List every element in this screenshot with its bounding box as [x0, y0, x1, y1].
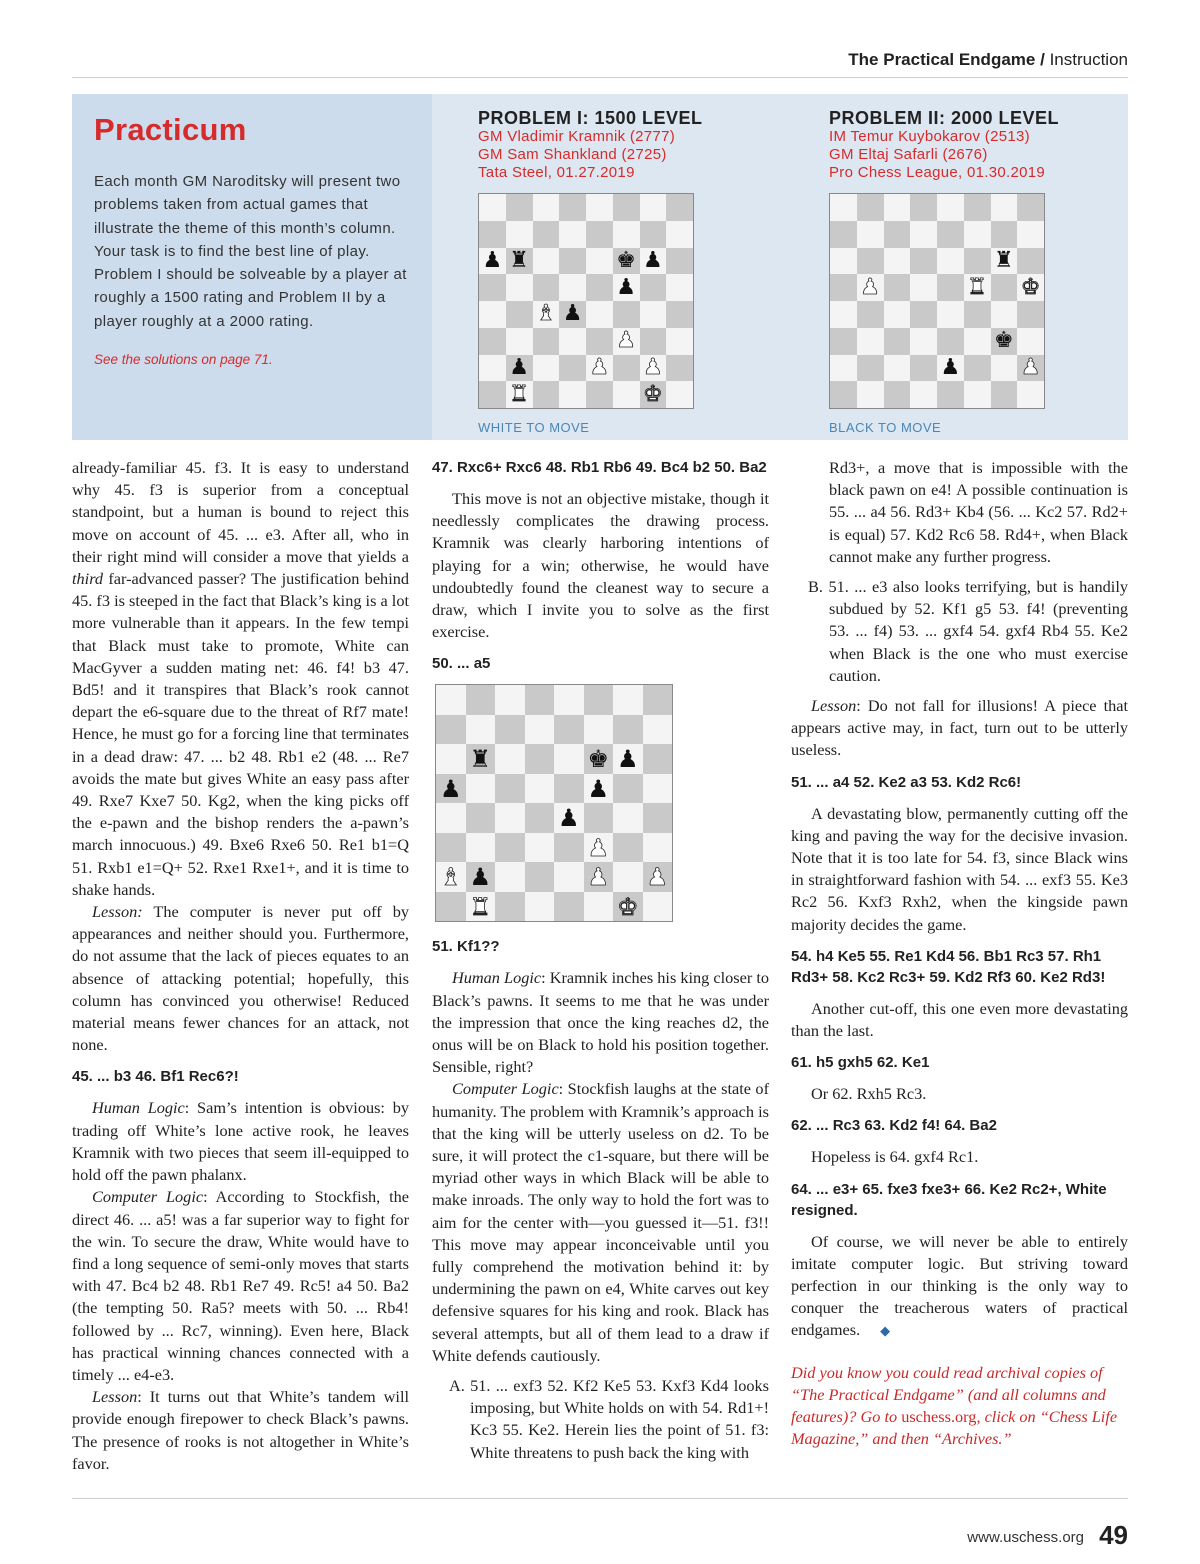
paragraph: already-familiar 45. f3. It is easy to understand why 45. f3 is superior from a conceptual standpoint, but a human is bound to reject this move on account of 45. ... e3. After all, who in their right mind will consider a move that yields a third far-advanced passer? The justification behind 45. f3 is steeped in the fact that Black’s king is a lot more vulnerable than it appears. In the few tempi that Black must take to promote, White can MacGyver a sudden mating net: 46. f4! b3 47. Bd5! and it transpires that Black’s rook cannot depart the e6-square due to the threat of Rf7 mate! Hence, he must go for a forcing line that terminates in a dead draw: 47. ... b2 48. Rb1 e2 (48. ... Re7 avoids the mate but gives White an easy pass after 49. Rxe7 Kxe7 50. Kg2, when the king picks off the e-pawn and the bishop renders the a-pawn’s march innocuous.) 49. Bxe6 Rxe6 50. Re1 b1=Q 51. Rxb1 e1=Q+ 52. Rxe1 Rxe1+, and it is time to shake hands. [72, 458, 409, 899]
board-square [613, 685, 643, 715]
board-square [466, 833, 496, 863]
board-square [495, 685, 525, 715]
variation-a: A. 51. ... exf3 52. Kf2 Ke5 53. Kxf3 Kd4 looks imposing, but White holds on with 54. Rd1+! Kc3 55. Ke2. Herein lies the point of 51. f3: White threatens to push back the king with [449, 1376, 769, 1462]
board-square [857, 221, 884, 248]
board-square [584, 892, 614, 922]
board-square [666, 355, 693, 382]
board-square [910, 274, 937, 301]
board-square [586, 274, 613, 301]
black-king-icon: ♚ [584, 744, 614, 774]
board-square [884, 328, 911, 355]
board-square [436, 744, 466, 774]
board-square [436, 685, 466, 715]
white-pawn-icon: ♟ [643, 862, 673, 892]
board-square [1017, 248, 1044, 275]
board-square [613, 715, 643, 745]
problem-2-chessboard [829, 193, 1045, 409]
board-square [586, 194, 613, 221]
computer-logic-paragraph: Computer Logic: Stockfish laughs at the state of humanity. The problem with Kramnik’s approach is that the king will be utterly useless on d2. To be sure, it will protect the c1-square, but there will be myriad other ways in which Black will be able to make inroads. The only way to hold the fort was to aim for the center with—you guessed it—51. f3!! This move may appear inconceivable until you fully comprehend the motivation behind it: by undermining the pawn on e4, White carves out key defensive squares for his king and rook. Black has several attempts, but all of them lead to a draw if White defends cautiously. [432, 1079, 769, 1365]
board-square [559, 328, 586, 355]
board-square [830, 355, 857, 382]
board-square [533, 328, 560, 355]
board-square [559, 274, 586, 301]
board-square [479, 301, 506, 328]
problem-1 [478, 108, 808, 435]
board-square [1017, 328, 1044, 355]
board-square [436, 892, 466, 922]
page-footer [72, 1498, 1128, 1548]
black-pawn-icon: ♟ [937, 355, 964, 382]
board-square [479, 328, 506, 355]
board-square [830, 301, 857, 328]
problem-2 [829, 108, 1159, 435]
board-square [479, 194, 506, 221]
board-square [991, 355, 1018, 382]
board-square [937, 381, 964, 408]
white-pawn-icon: ♟ [584, 833, 614, 863]
white-pawn-icon: ♟ [586, 355, 613, 382]
board-square [479, 381, 506, 408]
white-bishop-icon: ♝ [533, 301, 560, 328]
article-column-1 [72, 457, 409, 1475]
board-square [830, 328, 857, 355]
board-square [533, 221, 560, 248]
board-square [506, 301, 533, 328]
board-square [495, 744, 525, 774]
white-pawn-icon: ♟ [640, 355, 667, 382]
board-square [533, 248, 560, 275]
white-pawn-icon: ♟ [613, 328, 640, 355]
board-square [533, 355, 560, 382]
board-square [559, 194, 586, 221]
article-column-2 [432, 457, 769, 1464]
board-square [506, 328, 533, 355]
board-square [937, 301, 964, 328]
white-king-icon: ♚ [640, 381, 667, 408]
board-square [586, 381, 613, 408]
board-square [884, 301, 911, 328]
board-square [937, 194, 964, 221]
black-rook-icon: ♜ [466, 744, 496, 774]
board-square [554, 774, 584, 804]
board-square [586, 328, 613, 355]
white-rook-icon: ♜ [466, 892, 496, 922]
board-square [937, 248, 964, 275]
board-square [1017, 221, 1044, 248]
running-header [72, 50, 1128, 78]
move-heading: 64. ... e3+ 65. fxe3 fxe3+ 66. Ke2 Rc2+, White resigned. [791, 1180, 1107, 1219]
lesson-paragraph: Lesson: The computer is never put off by appearances and neither should you. Furthermore, do not assume that the lack of pieces equates to an absence of attacking potential; hopefully, this column has convinced you otherwise! Reduced material means fewer chances for an attack, not none. [72, 902, 409, 1055]
board-square [436, 803, 466, 833]
variation-b: B. 51. ... e3 also looks terrifying, but is handily subdued by 52. Kf1 g5 53. f4! (preventing 53. ... f4) 53. ... gxf4 54. gxf4 Rb4 55. Ke2 when Black is the one who must exercise caution. [808, 577, 1128, 685]
white-king-icon: ♚ [613, 892, 643, 922]
problem-2-white-player: IM Temur Kuybokarov (2513) [829, 128, 1030, 145]
board-square [666, 381, 693, 408]
board-square [525, 833, 555, 863]
board-square [506, 194, 533, 221]
board-square [1017, 194, 1044, 221]
board-square [586, 221, 613, 248]
black-pawn-icon: ♟ [613, 744, 643, 774]
board-square [525, 862, 555, 892]
board-square [495, 774, 525, 804]
problem-2-to-move: BLACK TO MOVE [829, 420, 942, 435]
board-square [506, 274, 533, 301]
closing-paragraph: Of course, we will never be able to entirely imitate computer logic. But striving toward perfection in our thinking is the only way to conquer the treacherous waters of practical endgames. ◆ [791, 1231, 1128, 1344]
board-square [910, 355, 937, 382]
board-square [495, 803, 525, 833]
board-square [884, 248, 911, 275]
header-separator: / [1040, 50, 1045, 69]
board-square [964, 301, 991, 328]
white-bishop-icon: ♝ [436, 862, 466, 892]
board-square [857, 248, 884, 275]
board-square [554, 833, 584, 863]
solutions-note: See the solutions on page 71. [94, 352, 273, 368]
paragraph: Hopeless is 64. gxf4 Rc1. [811, 1147, 979, 1167]
board-square [479, 274, 506, 301]
board-square [613, 355, 640, 382]
archive-link[interactable]: uschess.org [901, 1407, 977, 1427]
board-square [554, 715, 584, 745]
board-square [613, 774, 643, 804]
board-square [964, 248, 991, 275]
board-square [559, 381, 586, 408]
problem-2-title: PROBLEM II: 2000 LEVEL [829, 108, 1060, 128]
board-square [666, 301, 693, 328]
board-square [884, 221, 911, 248]
board-square [613, 833, 643, 863]
paragraph: Another cut-off, this one even more devastating than the last. [791, 998, 1128, 1041]
board-square [613, 221, 640, 248]
footer-url[interactable]: www.uschess.org [967, 1529, 1084, 1546]
white-pawn-icon: ♟ [857, 274, 884, 301]
board-square [991, 381, 1018, 408]
board-square [479, 355, 506, 382]
board-square [964, 381, 991, 408]
board-square [495, 862, 525, 892]
board-square [991, 221, 1018, 248]
black-rook-icon: ♜ [991, 248, 1018, 275]
move-heading: 54. h4 Ke5 55. Re1 Kd4 56. Bb1 Rc3 57. Rh1 Rd3+ 58. Kc2 Rc3+ 59. Kd2 Rf3 60. Ke2 Rd3! [791, 947, 1106, 986]
board-square [1017, 301, 1044, 328]
move-heading: 45. ... b3 46. Bf1 Rec6?! [72, 1068, 239, 1086]
black-pawn-icon: ♟ [640, 248, 667, 275]
board-square [640, 328, 667, 355]
white-king-icon: ♚ [1017, 274, 1044, 301]
board-square [586, 248, 613, 275]
problem-1-title: PROBLEM I: 1500 LEVEL [478, 108, 703, 128]
board-square [964, 221, 991, 248]
lesson-paragraph: Lesson: Do not fall for illusions! A piece that appears active may, in fact, turn out to be utterly useless. [791, 696, 1128, 760]
board-square [857, 381, 884, 408]
board-square [525, 715, 555, 745]
board-square [964, 355, 991, 382]
board-square [506, 221, 533, 248]
board-square [910, 194, 937, 221]
board-square [937, 328, 964, 355]
board-square [937, 221, 964, 248]
board-square [586, 301, 613, 328]
board-square [466, 715, 496, 745]
black-pawn-icon: ♟ [466, 862, 496, 892]
board-square [643, 774, 673, 804]
board-square [533, 381, 560, 408]
move-heading: 47. Rxc6+ Rxc6 48. Rb1 Rb6 49. Bc4 b2 50. Ba2 [432, 459, 767, 476]
problem-1-event: Tata Steel, 01.27.2019 [478, 164, 635, 181]
board-square [857, 328, 884, 355]
move-heading: 50. ... a5 [432, 655, 491, 673]
board-square [640, 221, 667, 248]
board-square [525, 774, 555, 804]
header-category: Instruction [1049, 50, 1128, 69]
black-pawn-icon: ♟ [479, 248, 506, 275]
board-square [964, 194, 991, 221]
board-square [910, 248, 937, 275]
board-square [830, 194, 857, 221]
human-logic-paragraph: Human Logic: Kramnik inches his king closer to Black’s pawns. It seems to me that he was under the impression that once the king reaches d2, the onus will be on Black to hold his position together. Sensible, right? [432, 968, 769, 1077]
board-square [466, 774, 496, 804]
page-number: 49 [1099, 1520, 1128, 1550]
paragraph: This move is not an objective mistake, though it needlessly complicates the drawing process. Kramnik was clearly harboring intentions of playing for a win; otherwise, he would have undoubtedly found the cleanest way to secure a draw, which I invite you to solve as the first exercise. [432, 489, 769, 642]
board-square [857, 301, 884, 328]
board-square [991, 194, 1018, 221]
black-pawn-icon: ♟ [506, 355, 533, 382]
board-square [910, 381, 937, 408]
board-square [643, 803, 673, 833]
board-square [857, 194, 884, 221]
practicum-box [72, 94, 432, 440]
board-square [613, 301, 640, 328]
paragraph: Or 62. Rxh5 Rc3. [811, 1084, 927, 1104]
board-square [937, 274, 964, 301]
board-square [584, 803, 614, 833]
black-king-icon: ♚ [991, 328, 1018, 355]
black-pawn-icon: ♟ [613, 274, 640, 301]
board-square [666, 248, 693, 275]
board-square [910, 328, 937, 355]
move-heading: 51. ... a4 52. Ke2 a3 53. Kd2 Rc6! [791, 773, 1022, 791]
problem-2-black-player: GM Eltaj Safarli (2676) [829, 146, 988, 163]
board-square [584, 685, 614, 715]
board-square [554, 892, 584, 922]
board-square [613, 803, 643, 833]
board-square [643, 744, 673, 774]
board-square [830, 221, 857, 248]
board-square [640, 301, 667, 328]
board-square [1017, 381, 1044, 408]
board-square [910, 301, 937, 328]
problems-panel [432, 94, 1128, 440]
board-square [525, 685, 555, 715]
board-square [436, 715, 466, 745]
board-square [466, 803, 496, 833]
board-square [666, 194, 693, 221]
board-square [991, 274, 1018, 301]
lesson-paragraph: Lesson: It turns out that White’s tandem will provide enough firepower to check Black’s pawns. The presence of rooks is not altogether in White’s favor. [72, 1387, 409, 1473]
board-square [884, 381, 911, 408]
move-heading: 62. ... Rc3 63. Kd2 f4! 64. Ba2 [791, 1117, 997, 1135]
board-square [554, 744, 584, 774]
black-king-icon: ♚ [613, 248, 640, 275]
move-heading: 61. h5 gxh5 62. Ke1 [791, 1054, 930, 1072]
black-pawn-icon: ♟ [559, 301, 586, 328]
problem-1-white-player: GM Vladimir Kramnik (2777) [478, 128, 676, 145]
archive-promo: Did you know you could read archival copies of “The Practical Endgame” (and all columns and features)? Go to uschess.org, click on “Chess Life Magazine,” and then “Archives.” [791, 1362, 1118, 1449]
board-square [830, 274, 857, 301]
board-square [910, 221, 937, 248]
variation-a-continued: Rd3+, a move that is impossible with the black pawn on e4! A possible continuation is 55. ... a4 56. Rd3+ Kb4 (56. ... Kc2 57. Rd2+ is equal) 57. Kd2 Rc6 58. Rd4+, when Black cannot make any further progress. [829, 458, 1128, 566]
paragraph: A devastating blow, permanently cutting off the king and paving the way for the decisive invasion. Note that it is too late for 54. f3, since Black wins in straightforward fashion with 54. ... exf3 55. Ke3 Rc2 56. Kxf3 Rxh2, when the kingside pawn majority decides the game. [791, 803, 1128, 934]
computer-logic-paragraph: Computer Logic: According to Stockfish, the direct 46. ... a5! was a far superior way to fight for the win. To secure the draw, White would have to find a long sequence of semi-only moves that starts with 47. Bc4 b2 48. Rb1 Re7 49. Rc5! a4 50. Ba2 (the tempting 50. Ra5? meets with 50. ... Rb4! followed by ... Rc7, winning). Even here, Black has practical winning chances connected with a timely ... e4-e3. [72, 1187, 409, 1384]
board-square [857, 355, 884, 382]
board-square [640, 274, 667, 301]
board-square [495, 715, 525, 745]
black-rook-icon: ♜ [506, 248, 533, 275]
board-square [643, 715, 673, 745]
board-square [584, 715, 614, 745]
uschess-end-mark-icon: ◆ [880, 1324, 891, 1340]
board-square [666, 274, 693, 301]
problem-1-chessboard [478, 193, 694, 409]
white-pawn-icon: ♟ [1017, 355, 1044, 382]
board-square [554, 862, 584, 892]
human-logic-paragraph: Human Logic: Sam’s intention is obvious: by trading off White’s lone active rook, he leaves Kramnik with two pieces that seem ill-equipped to hold off the pawn phalanx. [72, 1098, 409, 1185]
board-square [533, 194, 560, 221]
white-rook-icon: ♜ [964, 274, 991, 301]
game-diagram [435, 684, 673, 922]
board-square [884, 274, 911, 301]
board-square [479, 221, 506, 248]
board-square [640, 194, 667, 221]
problem-2-event: Pro Chess League, 01.30.2019 [829, 164, 1046, 181]
board-square [495, 833, 525, 863]
black-pawn-icon: ♟ [554, 803, 584, 833]
white-rook-icon: ♜ [506, 381, 533, 408]
board-square [643, 892, 673, 922]
board-square [666, 221, 693, 248]
board-square [830, 248, 857, 275]
board-square [884, 355, 911, 382]
board-square [666, 328, 693, 355]
board-square [525, 892, 555, 922]
board-square [643, 685, 673, 715]
board-square [559, 248, 586, 275]
board-square [525, 744, 555, 774]
black-pawn-icon: ♟ [436, 774, 466, 804]
board-square [613, 194, 640, 221]
problem-1-to-move: WHITE TO MOVE [478, 420, 590, 435]
black-pawn-icon: ♟ [584, 774, 614, 804]
move-heading: 51. Kf1?? [432, 938, 500, 956]
practicum-body: Each month GM Naroditsky will present two problems taken from actual games that illustrate the theme of this month’s column. Your task is to find the best line of play. Problem I should be solveable by a player at roughly a 1500 rating and Problem II by a player roughly at a 2000 rating. [94, 173, 407, 330]
board-square [559, 355, 586, 382]
practicum-title: Practicum [94, 112, 247, 147]
board-square [525, 803, 555, 833]
board-square [466, 685, 496, 715]
board-square [559, 221, 586, 248]
header-section: The Practical Endgame [848, 50, 1036, 69]
article-column-3 [791, 457, 1128, 1451]
problem-1-black-player: GM Sam Shankland (2725) [478, 146, 667, 163]
board-square [884, 194, 911, 221]
board-square [533, 274, 560, 301]
board-square [964, 328, 991, 355]
board-square [554, 685, 584, 715]
board-square [643, 833, 673, 863]
board-square [436, 833, 466, 863]
board-square [830, 381, 857, 408]
board-square [495, 892, 525, 922]
board-square [613, 862, 643, 892]
white-pawn-icon: ♟ [584, 862, 614, 892]
board-square [991, 301, 1018, 328]
board-square [613, 381, 640, 408]
